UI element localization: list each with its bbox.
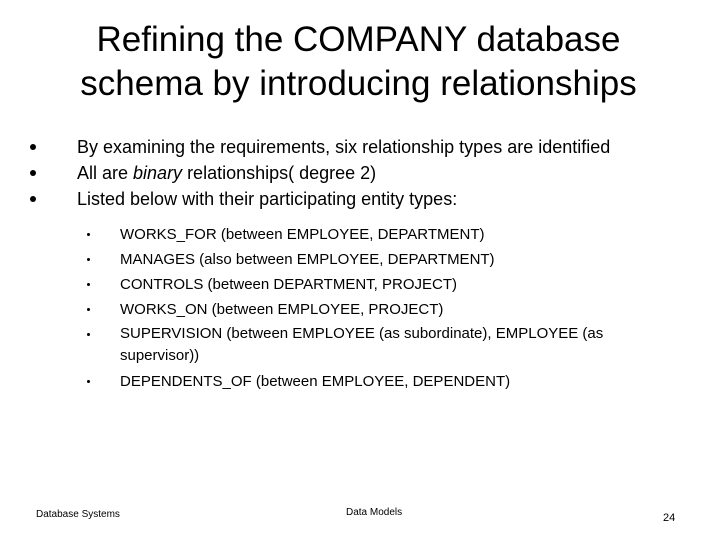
bullet-dot-icon — [30, 170, 36, 176]
sub-bullet-dot-icon — [87, 258, 90, 261]
sub-bullet-item — [0, 222, 717, 247]
slide-title-line-2: schema by introducing relationships — [80, 64, 637, 103]
bullet-text: Listed below with their participating entity types: — [77, 189, 458, 209]
bullet-list — [0, 134, 717, 212]
sub-bullet-text: MANAGES (also between EMPLOYEE, DEPARTMENT) — [120, 251, 495, 268]
bullet-dot-icon — [30, 196, 36, 202]
footer-course-title: Database Systems — [36, 509, 120, 520]
bullet-item — [0, 186, 717, 212]
sub-bullet-dot-icon — [87, 233, 90, 236]
sub-bullet-list — [0, 222, 717, 394]
page-number: 24 — [663, 512, 676, 524]
bullet-text-emphasis: binary — [133, 163, 183, 183]
sub-bullet-dot-icon — [87, 333, 90, 336]
sub-bullet-item — [0, 247, 717, 272]
sub-bullet-dot-icon — [87, 380, 90, 383]
sub-bullet-item — [0, 322, 717, 369]
sub-bullet-text: WORKS_ON (between EMPLOYEE, PROJECT) — [120, 301, 444, 318]
bullet-text: By examining the requirements, six relationship types are identified — [77, 137, 611, 157]
bullet-text-suffix: relationships( degree 2) — [182, 163, 377, 183]
slide-title-line-1: Refining the COMPANY database — [96, 20, 621, 59]
footer-section-title: Data Models — [346, 507, 403, 518]
bullet-item — [0, 134, 717, 160]
sub-bullet-item — [0, 297, 717, 322]
sub-bullet-text: WORKS_FOR (between EMPLOYEE, DEPARTMENT) — [120, 226, 485, 243]
sub-bullet-text: DEPENDENTS_OF (between EMPLOYEE, DEPENDENT) — [120, 373, 511, 390]
sub-bullet-text: SUPERVISION (between EMPLOYEE (as subordinate), EMPLOYEE (as supervisor)) — [120, 325, 604, 364]
slide-title — [0, 18, 717, 106]
sub-bullet-dot-icon — [87, 283, 90, 286]
sub-bullet-dot-icon — [87, 308, 90, 311]
bullet-dot-icon — [30, 144, 36, 150]
bullet-text-prefix: All are — [77, 163, 134, 183]
sub-bullet-text: CONTROLS (between DEPARTMENT, PROJECT) — [120, 276, 458, 293]
sub-bullet-item — [0, 369, 717, 394]
bullet-item — [0, 160, 717, 186]
sub-bullet-item — [0, 272, 717, 297]
